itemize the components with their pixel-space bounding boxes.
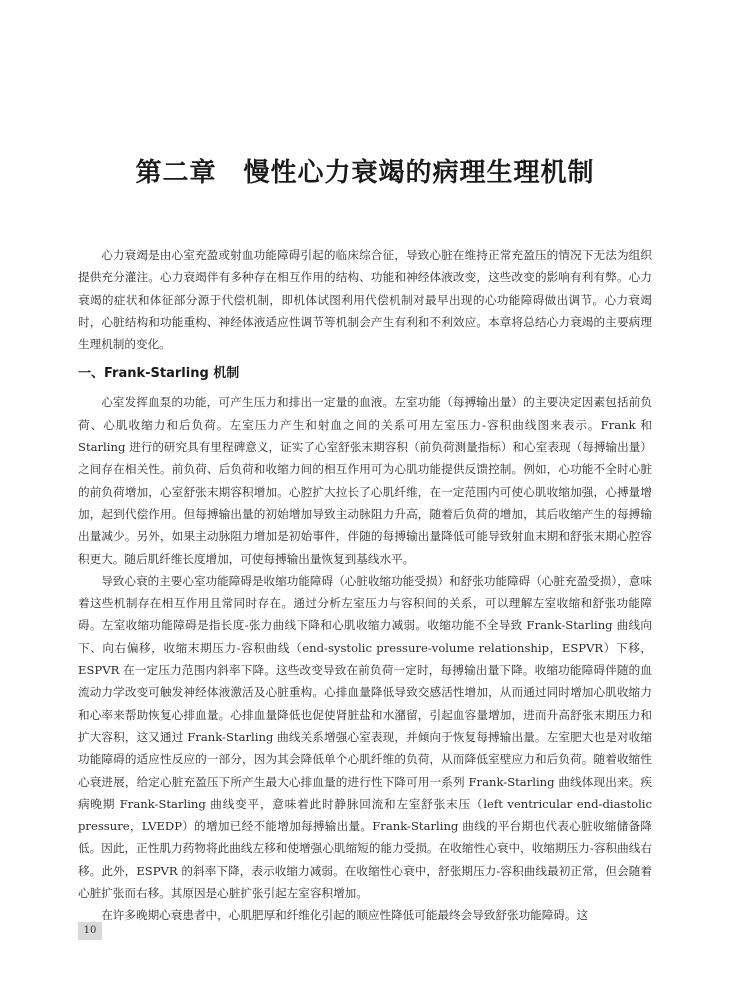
chapter-title: 第二章 慢性心力衰竭的病理生理机制 — [135, 158, 595, 188]
body-paragraph: 心室发挥血泵的功能，可产生压力和排出一定量的血液。左室功能（每搏输出量）的主要决定因素包括前负荷、心肌收缩力和后负荷。左室压力产生和射血之间的关系可用左室压力-容积曲线图来表示。Frank 和 Starling 进行的研究具有里程碑意义，证实了心室舒张末期容积（前负荷测量指标）和心室表现（每搏输出量）之间存在相关性。前负荷、后负荷和收缩力间的相互作用可为心肌功能提供反馈控制。例如，心功能不全时心脏的前负荷增加，心室舒张末期容积增加。心腔扩大拉长了心肌纤维，在一定范围内可使心肌收缩加强，心搏量增加，起到代偿作用。但每搏输出量的初始增加导致主动脉阻力升高，随着后负荷的增加，其后收缩产生的每搏输出量减少。另外，如果主动脉阻力增加是初始事件，伴随的每搏输出量降低可能导致射血末期和舒张末期心腔容积更大。随后肌纤维长度增加，可使每搏输出量恢复到基线水平。 — [78, 395, 652, 566]
intro-paragraph: 心力衰竭是由心室充盈或射血功能障碍引起的临床综合征，导致心脏在维持正常充盈压的情况下无法为组织提供充分灌注。心力衰竭伴有多种存在相互作用的结构、功能和神经体液改变，这些改变的影响有利有弊。心力衰竭的症状和体征部分源于代偿机制，即机体试图利用代偿机制对最早出现的心功能障碍做出调节。心力衰竭时，心脏结构和功能重构、神经体液适应性调节等机制会产生有利和不利效应。本章将总结心力衰竭的主要病理生理机制的变化。 — [78, 248, 652, 352]
page-body — [78, 244, 652, 927]
body-paragraph: 导致心衰的主要心室功能障碍是收缩功能障碍（心脏收缩功能受损）和舒张功能障碍（心脏充盈受损），意味着这些机制存在相互作用且常同时存在。通过分析左室压力与容积间的关系，可以理解左室收缩和舒张功能障碍。左室收缩功能障碍是指长度-张力曲线下降和心肌收缩力减弱。收缩功能不全导致 Frank-Starling 曲线向下、向右偏移，收缩末期压力-容积曲线（end-systolic pressure-volume relationship，ESPVR）下移，ESPVR 在一定压力范围内斜率下降。这些改变导致在前负荷一定时，每搏输出量下降。收缩功能障碍伴随的血流动力学改变可触发神经体液激活及心脏重构。心排血量降低导致交感活性增加，从而通过同时增加心肌收缩力和心率来帮助恢复心排血量。心排血量降低也促使肾脏盐和水潴留，引起血容量增加，进而升高舒张末期压力和扩大容积，这又通过 Frank-Starling 曲线关系增强心室表现，并倾向于恢复每搏输出量。左室肥大也是对收缩功能障碍的适应性反应的一部分，因为其会降低单个心肌纤维的负荷，从而降低室壁应力和后负荷。随着收缩性心衰进展，给定心脏充盈压下所产生最大心排血量的进行性下降可用一系列 Frank-Starling 曲线体现出来。疾病晚期 Frank-Starling 曲线变平，意味着此时静脉回流和左室舒张末压（left ventricular end-diastolic pressure，LVEDP）的增加已经不能增加每搏输出量。Frank-Starling 曲线的平台期也代表心脏收缩储备降低。因此，正性肌力药物将此曲线左移和使增强心肌缩短的能力受损。在收缩性心衰中，收缩期压力-容积曲线右移。此外，ESPVR 的斜率下降，表示收缩力减弱。在收缩性心衰中，舒张期压力-容积曲线最初正常，但会随着心脏扩张而右移。其原因是心脏扩张引起左室容积增加。 — [78, 573, 652, 901]
body-paragraph: 在许多晚期心衰患者中，心肌肥厚和纤维化引起的顺应性降低可能最终会导致舒张功能障碍。这 — [101, 908, 589, 923]
section-heading-frank-starling: 一、Frank-Starling 机制 — [78, 366, 240, 382]
page-number: 10 — [78, 922, 102, 940]
